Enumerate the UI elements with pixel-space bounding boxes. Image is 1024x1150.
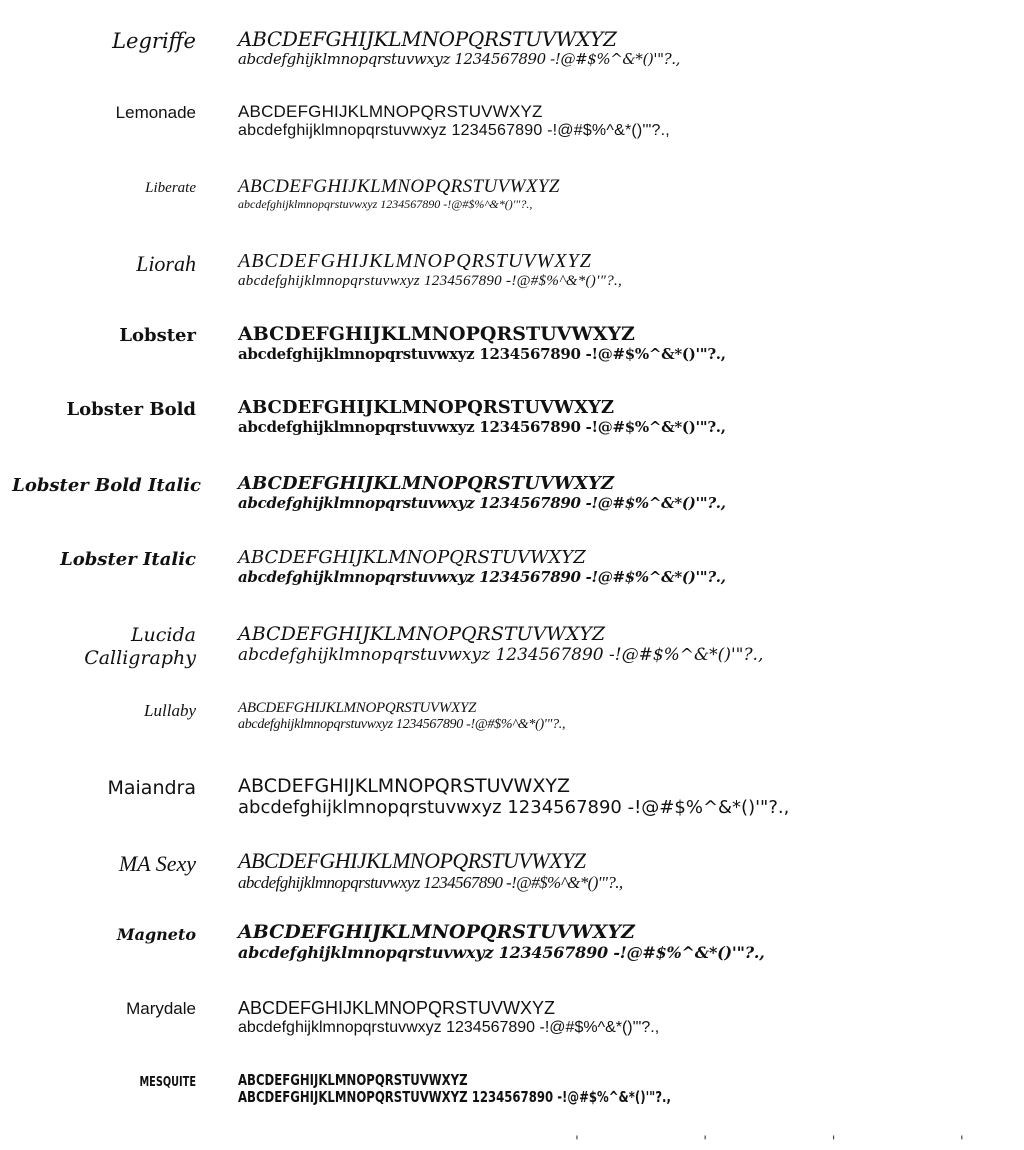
uppercase-sample: ABCDEFGHIJKLMNOPQRSTUVWXYZ bbox=[238, 623, 606, 645]
font-name: Magneto bbox=[116, 925, 196, 944]
lowercase-sample: abcdefghijklmnopqrstuvwxyz 1234567890 -!@#$%^&*()'"?., bbox=[238, 273, 623, 289]
font-name: Lobster bbox=[119, 325, 196, 346]
font-samples bbox=[238, 548, 883, 586]
lowercase-sample: abcdefghijklmnopqrstuvwxyz 1234567890 -!@#$%^&*()'"?., bbox=[238, 1018, 660, 1036]
lowercase-sample: abcdefghijklmnopqrstuvwxyz 1234567890 -!@#$%^&*()'"?., bbox=[238, 873, 623, 893]
lowercase-sample: abcdefghijklmnopqrstuvwxyz 1234567890 -!@#$%^&*()'"?., bbox=[238, 796, 790, 818]
font-samples bbox=[238, 324, 883, 363]
uppercase-sample: ABCDEFGHIJKLMNOPQRSTUVWXYZ bbox=[238, 102, 543, 121]
uppercase-sample: ABCDEFGHIJKLMNOPQRSTUVWXYZ bbox=[238, 700, 477, 716]
lowercase-sample: abcdefghijklmnopqrstuvwxyz 1234567890 -!@#$%^&*()'"?., bbox=[238, 942, 765, 962]
font-samples bbox=[238, 998, 883, 1037]
uppercase-sample: ABCDEFGHIJKLMNOPQRSTUVWXYZ bbox=[238, 1071, 468, 1089]
lowercase-sample: abcdefghijklmnopqrstuvwxyz 1234567890 -!@#$%^&*()'"?., bbox=[238, 717, 566, 733]
font-name: MESQUITE bbox=[139, 1075, 196, 1090]
uppercase-sample: ABCDEFGHIJKLMNOPQRSTUVWXYZ bbox=[238, 998, 556, 1018]
font-name: Liberate bbox=[145, 180, 196, 196]
font-name: MA Sexy bbox=[118, 851, 196, 876]
font-name: Lucida Calligraphy bbox=[84, 624, 196, 669]
font-name: Lemonade bbox=[115, 103, 196, 122]
uppercase-sample: ABCDEFGHIJKLMNOPQRSTUVWXYZ bbox=[238, 921, 635, 943]
font-samples bbox=[238, 28, 883, 68]
lowercase-sample: abcdefghijklmnopqrstuvwxyz 1234567890 -!@#$%^&*()'"?., bbox=[238, 196, 533, 211]
font-samples bbox=[238, 1072, 878, 1107]
uppercase-sample: ABCDEFGHIJKLMNOPQRSTUVWXYZ bbox=[238, 775, 570, 797]
font-name: Lobster Bold bbox=[66, 399, 196, 420]
lowercase-sample: abcdefghijklmnopqrstuvwxyz 1234567890 -!@#$%^&*()'"?., bbox=[238, 50, 680, 68]
lowercase-sample: abcdefghijklmnopqrstuvwxyz 1234567890 -!@#$%^&*()'"?., bbox=[238, 493, 726, 512]
font-samples bbox=[238, 102, 883, 140]
uppercase-sample: ABCDEFGHIJKLMNOPQRSTUVWXYZ bbox=[238, 250, 592, 272]
lowercase-sample: abcdefghijklmnopqrstuvwxyz 1234567890 -!@#$%^&*()'"?., bbox=[238, 644, 764, 665]
font-name: Lullaby bbox=[144, 701, 196, 720]
uppercase-sample: ABCDEFGHIJKLMNOPQRSTUVWXYZ bbox=[238, 547, 586, 568]
uppercase-sample: ABCDEFGHIJKLMNOPQRSTUVWXYZ bbox=[238, 27, 617, 51]
font-samples bbox=[238, 624, 883, 665]
font-samples bbox=[238, 922, 883, 962]
font-samples bbox=[238, 250, 883, 290]
font-name: Marydale bbox=[126, 999, 196, 1018]
font-samples bbox=[238, 398, 883, 436]
font-samples bbox=[238, 700, 883, 733]
lowercase-sample: abcdefghijklmnopqrstuvwxyz 1234567890 -!@#$%^&*()'"?., bbox=[238, 417, 726, 436]
uppercase-sample: ABCDEFGHIJKLMNOPQRSTUVWXYZ bbox=[238, 323, 635, 345]
font-name: Lobster Italic bbox=[60, 549, 196, 570]
font-name: Liorah bbox=[136, 251, 196, 276]
uppercase-sample: ABCDEFGHIJKLMNOPQRSTUVWXYZ bbox=[238, 473, 615, 494]
lowercase-sample: ABCDEFGHIJKLMNOPQRSTUVWXYZ 1234567890 -!@#$%^&*()'"?., bbox=[238, 1088, 671, 1107]
partial-glyphs-at-bottom-edge: ' ' ' ' bbox=[575, 1134, 1024, 1150]
uppercase-sample: ABCDEFGHIJKLMNOPQRSTUVWXYZ bbox=[238, 848, 586, 873]
font-name: Lobster Bold Italic bbox=[12, 475, 201, 496]
uppercase-sample: ABCDEFGHIJKLMNOPQRSTUVWXYZ bbox=[238, 397, 615, 418]
lowercase-sample: abcdefghijklmnopqrstuvwxyz 1234567890 -!@#$%^&*()'"?., bbox=[238, 567, 726, 586]
lowercase-sample: abcdefghijklmnopqrstuvwxyz 1234567890 -!@#$%^&*()'"?., bbox=[238, 344, 726, 363]
font-samples bbox=[238, 176, 883, 212]
font-name: Legriffe bbox=[112, 29, 196, 53]
font-name: Maiandra bbox=[107, 777, 196, 799]
font-samples bbox=[238, 776, 883, 819]
uppercase-sample: ABCDEFGHIJKLMNOPQRSTUVWXYZ bbox=[238, 176, 560, 197]
lowercase-sample: abcdefghijklmnopqrstuvwxyz 1234567890 -!@#$%^&*()'"?., bbox=[238, 121, 670, 139]
font-samples bbox=[238, 474, 883, 512]
font-samples bbox=[238, 848, 883, 893]
